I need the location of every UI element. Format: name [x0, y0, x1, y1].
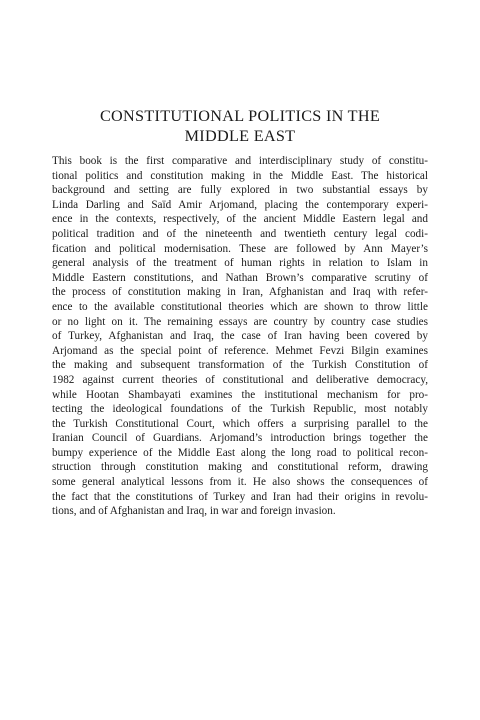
- paragraph-line: ence to the available constitutional theories which are shown to throw little: [52, 300, 428, 313]
- paragraph-line: the making and subsequent transformation of the Turkish Constitution of: [52, 359, 428, 372]
- paragraph-line: bumpy experience of the Middle East along the long road to political recon-: [52, 446, 428, 459]
- paragraph-line: Linda Darling and Saïd Amir Arjomand, placing the contemporary experi-: [52, 198, 428, 211]
- paragraph-line: of Turkey, Afghanistan and Iraq, the case of Iran having been covered by: [52, 330, 428, 343]
- paragraph-line: background and setting are fully explored in two substantial essays by: [52, 184, 428, 197]
- title-line-1: CONSTITUTIONAL POLITICS IN THE: [99, 107, 381, 125]
- paragraph-line: Iranian Council of Guardians. Arjomand’s introduction brings together the: [52, 432, 428, 445]
- paragraph-line: some general analytical lessons from it. He also shows the consequences of: [52, 476, 428, 489]
- paragraph-line: This book is the first comparative and interdisciplinary study of constitu-: [52, 155, 428, 167]
- paragraph-line: fication and political modernisation. These are followed by Ann Mayer’s: [52, 242, 428, 255]
- description-paragraph: [52, 154, 428, 519]
- paragraph-line: tional politics and constitution making in the Middle East. The historical: [52, 169, 428, 182]
- title-line-2: MIDDLE EAST: [184, 127, 296, 145]
- paragraph-line: general analysis of the treatment of human rights in relation to Islam in: [52, 257, 428, 270]
- paragraph-line: Middle Eastern constitutions, and Nathan Brown’s comparative scrutiny of: [52, 271, 428, 284]
- paragraph-line: tions, and of Afghanistan and Iraq, in war and foreign invasion.: [52, 505, 336, 518]
- paragraph-line: the fact that the constitutions of Turkey and Iran had their origins in revolu-: [52, 490, 428, 503]
- paragraph-line: political tradition and of the nineteenth and twentieth century legal codi-: [52, 227, 428, 240]
- paragraph-line: 1982 against current theories of constitutional and deliberative democracy,: [52, 373, 428, 386]
- paragraph-line: struction through constitution making and constitutional reform, drawing: [52, 461, 428, 474]
- paragraph-line: the process of constitution making in Iran, Afghanistan and Iraq with refer-: [52, 286, 428, 299]
- paragraph-line: the Turkish Constitutional Court, which offers a surprising parallel to the: [52, 417, 428, 430]
- paragraph-line: tecting the ideological foundations of the Turkish Republic, most notably: [52, 403, 428, 416]
- paragraph-line: Arjomand as the special point of reference. Mehmet Fevzi Bilgin examines: [52, 344, 428, 357]
- page-title: [52, 106, 428, 146]
- paragraph-line: while Hootan Shambayati examines the institutional mechanism for pro-: [52, 388, 428, 401]
- paragraph-line: or no light on it. The remaining essays are country by country case studies: [52, 315, 428, 328]
- paragraph-line: ence in the contexts, respectively, of the ancient Middle Eastern legal and: [52, 213, 428, 226]
